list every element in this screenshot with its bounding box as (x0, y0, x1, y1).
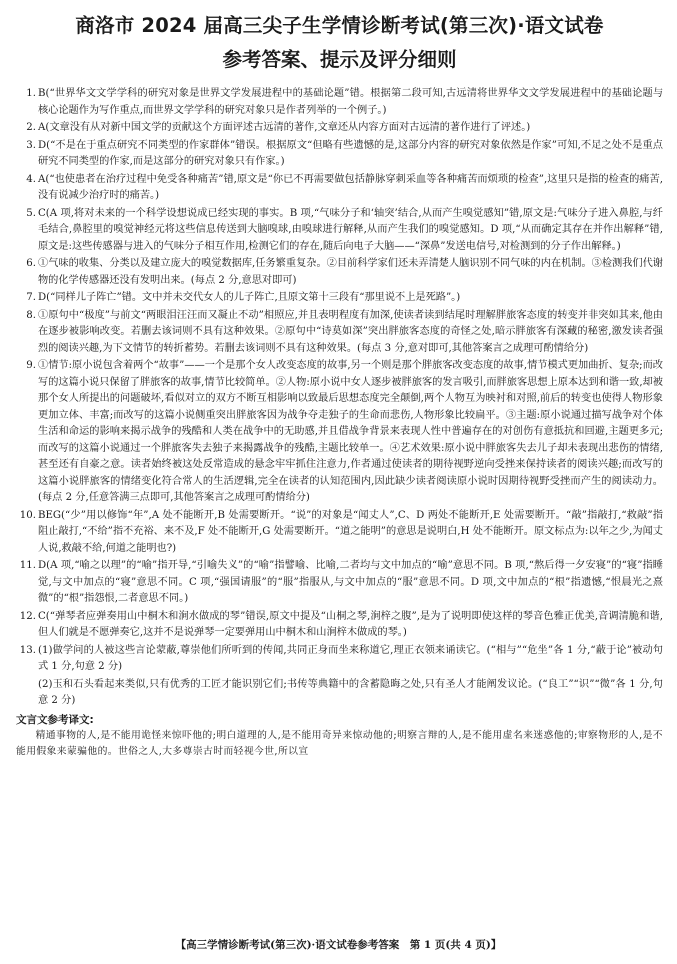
answer-text: BEG(“少”用以修饰“年”,A 处不能断开,B 处需要断开。“说”的对象是“闻丈人”,C、D 两处不能断开,E 处需要断开。“敲”指敲打,“救敲”指阻止敲打,“不给”指不充裕、来不及,F 处不能断开,G 处需要断开。“道之能明”的意思是说明白,H 处不能断开。原文标点为:以年之少,为闻丈人说,救敲不给,何道之能明也?) (38, 509, 663, 554)
answer-text: A(文章没有从对新中国文学的贡献这个方面评述古远清的著作,文章还从内容方面对古远清的著作进行了评述。) (38, 122, 531, 133)
answer-text: D(“同样儿子阵亡”错。文中并未交代女人的儿子阵亡,且原文第十三段有“那里说不上是死路”。) (38, 292, 461, 303)
answer-item (16, 138, 663, 171)
answer-number: 7. (26, 292, 36, 303)
answer-item (16, 308, 663, 358)
answer-text: C(“弹琴者应弹奏用山中桐木和涧水做成的琴”错误,原文中提及“山桐之琴,涧梓之腹”,是为了说明即使这样的琴音色雅正优美,音调清脆和谐,但人们就是不愿弹奏它,这并不是说弹琴一定要弹用山中桐木和山涧梓木做成的琴。) (38, 610, 663, 638)
page-title: 商洛市 2024 届高三尖子生学情诊断考试(第三次)·语文试卷 (75, 14, 604, 37)
answer-number: 8. (26, 309, 36, 321)
answer-text: (2)玉和石头看起来类似,只有优秀的工匠才能识别它们;书传等典籍中的含蓄隐晦之处,只有圣人才能阐发议论。(“良工”“识”“微”各 1 分,句意 2 分) (38, 678, 663, 706)
answer-number: 3. (26, 139, 36, 151)
answer-text: D(A 项,“喻之以理”的“喻”指开导,“引喻失义”的“喻”指譬喻、比喻,二者均与文中加点的“喻”意思不同。B 项,“熬后得一夕安寝”的“寝”指睡觉,与文中加点的“寝”意思不同。C 项,“强国请服”的“服”指服从,与文中加点的“服”意思不同。D 项,文中加点的“根”指遗憾,“恨晨光之熹微”的“根”指怨恨,二者意思不同。) (38, 560, 663, 604)
answer-number: 9. (26, 360, 36, 371)
answer-item (16, 256, 663, 289)
answer-item (16, 558, 663, 608)
section-heading: 文言文参考译文: (16, 713, 94, 726)
page-subtitle: 参考答案、提示及评分细则 (222, 48, 457, 71)
answer-subitem (38, 677, 663, 710)
answer-item (16, 358, 663, 507)
answer-text: ①原句中“极度”与前文“两眼泪汪汪而又凝止不动”相照应,并且表明程度有加深,使读者读到结尾时理解胖旅客态度的转变并非突如其来,他由在逐步被影响改变。若删去该词则不具有这种效果。②原句中“诗莫如深”突出胖旅客态度的奇怪之处,暗示胖旅客有深藏的秘密,激发读者强烈的阅读兴趣,为下文情节的转折蓄势。若删去该词则不具有这种效果。(每点 3 分,意对即可,其他答案言之成理可酌情给分) (38, 309, 663, 354)
answer-number: 4. (26, 173, 36, 185)
answer-text: ①气味的收集、分类以及建立庞大的嗅觉数据库,任务繁重复杂。②目前科学家们还未弄清楚人脑识别不同气味的内在机制。③检测我们代谢物的化学传感器还没有发明出来。(每点 2 分,意思对即可) (38, 258, 663, 286)
answer-number: 10. (19, 509, 36, 521)
answer-item (16, 508, 663, 558)
answer-item (16, 172, 663, 205)
answer-item (16, 643, 663, 676)
answer-text: (1)做学问的人被这些言论蒙蔽,尊崇他们所听到的传闻,共同正身而坐来称道它,理正衣领来诵读它。(“相与”“危坐”各 1 分,“蔽于论”被动句式 1 分,句意 2 分) (38, 644, 663, 672)
answer-number: 5. (26, 207, 36, 219)
answer-number: 11. (19, 560, 36, 571)
answer-text: C(A 项,将对未来的一个科学设想说成已经实现的事实。B 项,“气味分子和‘轴突’结合,从而产生嗅觉感知”错,原文是:气味分子进入鼻腔,与纤毛结合,鼻腔里的嗅觉神经元将这些信息传送到大脑嗅球,由嗅球进行解释,从而产生我们的嗅觉感知。D 项,“从而确定其存在并作出解释”错,原文是:这些传感器与进入的气味分子相互作用,检测它们的存在,随后向电子大脑——“深鼻”发送电信号,对检测到的分子作出解释。) (38, 207, 663, 252)
answer-number: 1. (26, 88, 36, 99)
answer-text: A(“也使患者在治疗过程中免受各种痛苦”错,原文是“你已不再需要做包括静脉穿刺采血等各种痛苦而烦琐的检查”,这里只是指的检查的痛苦,没有说减少治疗时的痛苦。) (38, 173, 663, 201)
translation-paragraph: 精通事物的人,是不能用诡怪来惊吓他的;明白道理的人,是不能用奇异来惊动他的;明察言辩的人,是不能用虚名来迷惑他的;审察物形的人,是不能用假象来蒙骗他的。世俗之人,大多尊崇古时而轻视今世,所以宣 (16, 729, 663, 757)
answer-list (16, 86, 663, 710)
page-footer: 【高三学情诊断考试(第三次)·语文试卷参考答案 第 1 页(共 4 页)】 (175, 939, 502, 951)
answer-number: 12. (19, 610, 36, 622)
answer-item (16, 290, 663, 307)
answer-text: B(“世界华文文学学科的研究对象是世界文学发展进程中的基础论题”错。根据第二段可知,古远清将世界华文文学发展进程中的基础论题与核心论题作为写作重点,而世界文学学科的研究对象只是作者列举的一个例子。) (38, 88, 663, 116)
answer-item (16, 86, 663, 119)
answer-number: 2. (26, 122, 36, 133)
answer-number: 13. (19, 644, 36, 656)
answer-text: ①情节:原小说包含着两个“故事”——一个是那个女人改变态度的故事,另一个则是那个胖旅客改变态度的故事,情节模式更加曲折、复杂;而改写的这篇小说只保留了胖旅客的故事,情节比较简单。②人物:原小说中女人逐步被胖旅客的发言吸引,而胖旅客思想上原本达到和谐一致,却被那个女人所提出的问题破坏,看似对立的双方不断互相影响以致最后思想态度完全颠倒,两个人物互为映衬和对照,前后的转变也使得人物形象更加立体、丰富;而改写的这篇小说侧重突出胖旅客因为战争夺走独子的生命而悲伤,人物形象比较扁平。③主题:原小说通过描写战争对个体生活和命运的影响来揭示战争的残酷和人类在战争中的无助感,并且借战争背景来表现人性中普遍存在的对创伤有意抵抗和回避,主题更多元;而改写的这篇小说通过一个胖旅客失去独子来揭露战争的残酷,主题比较单一。④艺术效果:原小说中胖旅客失去儿子却未表现出悲伤的情绪,甚至还有自豪之意。读者始终被这处反常造成的悬念牢牢抓住注意力,作者通过使读者的期待视野逆向受挫来保持读者的阅读兴趣;而改写的这篇小说胖旅客的情绪变化符合常人的生活逻辑,完全在读者的认知范围内,因此缺少读者阅读原小说时因期待视野受挫而产生的阅读动力。(每点 2 分,任意答满三点即可,其他答案言之成理可酌情给分) (38, 360, 663, 503)
answer-number: 6. (26, 258, 36, 269)
answer-text: D(“不是在于重点研究不同类型的作家群体”错误。根据原文“但略有些遗憾的是,这部分内容的研究对象依然是作家”可知,不足之处不是重点研究不同类型的作家,而是这部分的研究对象只有作家。) (38, 139, 663, 167)
answer-item (16, 609, 663, 642)
answer-item (16, 120, 663, 137)
answer-item (16, 206, 663, 256)
